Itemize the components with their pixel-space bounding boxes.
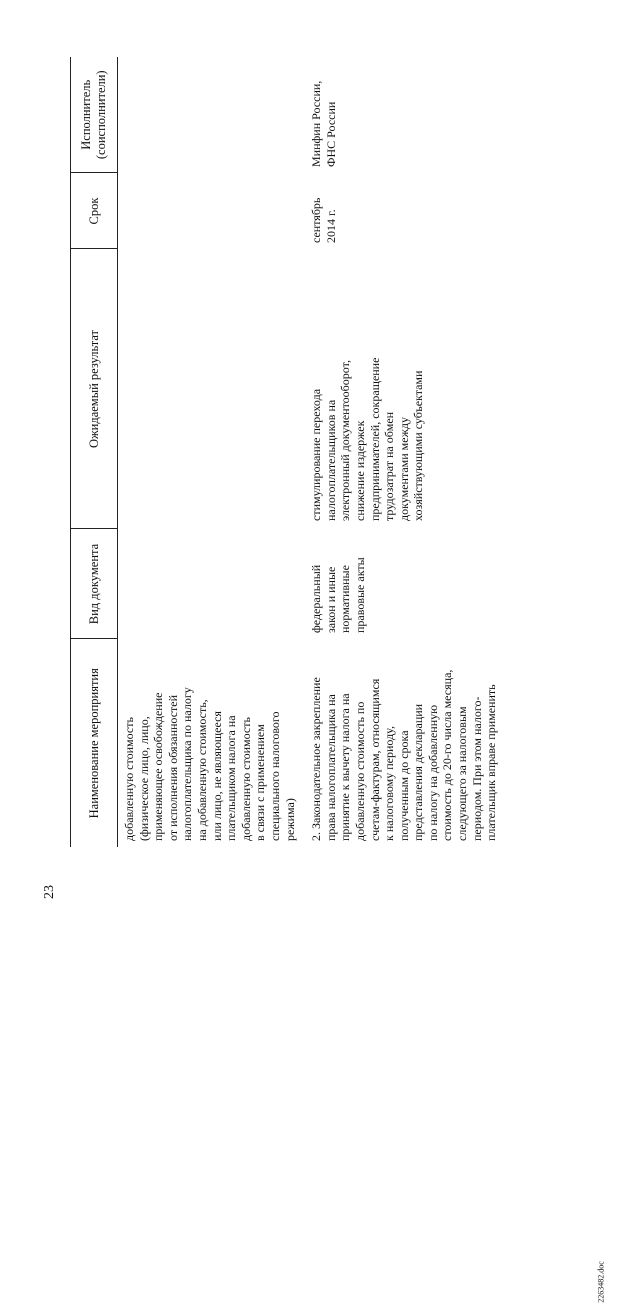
cell-term: сентябрь 2014 г. [309,197,338,243]
col-header-executor: Исполнитель (соисполнители) [71,57,118,173]
rotated-page [70,57,610,847]
cell-name: добавленную стоимость (физическое лицо, лицо, применяющее освобождение от исполнения обязанностей налогоплательщика по налогу на добавленную стоимость, или лицо, не являющееся плательщиком налога на добавленную стоимость в связи с применением специального налогового режима) [122,687,297,841]
page-number-wrap [30,440,70,899]
table-row [118,57,306,847]
cell-executor [118,57,306,173]
doc-code: 2263482.doc [596,1261,606,1303]
cell-term [118,173,306,249]
col-header-name: Наименование мероприятия [71,639,118,847]
col-header-result: Ожидаемый результат [71,249,118,529]
table-header-row [71,57,118,847]
cell-result: стимулирование перехода налогоплательщиков на электронный документооборот, снижение издержек предпринимателей, сокращение трудозатрат на обмен документами между хозяйствующими субъектами [309,357,426,521]
cell-executor: Минфин России, ФНС России [309,80,338,167]
cell-name: 2. Законодательное закрепление права налогоплательщика на принятие к вычету налога на добавленную стоимость по счетам-фактурам, относящимся к налоговому периоду, полученным до срока представления декларации по налогу на добавленную стоимость до 20-го числа месяца, следующего за налоговым периодом. При этом налого- плательщик вправе применить [309,669,499,841]
measures-table [70,57,507,847]
cell-doc-type: федеральный закон и иные нормативные правовые акты [309,557,367,633]
page-number: 23 [42,885,57,899]
col-header-doc-type: Вид документа [71,529,118,639]
cell-result [118,249,306,529]
col-header-term: Срок [71,173,118,249]
cell-doc-type [118,529,306,639]
table-row [305,57,507,847]
